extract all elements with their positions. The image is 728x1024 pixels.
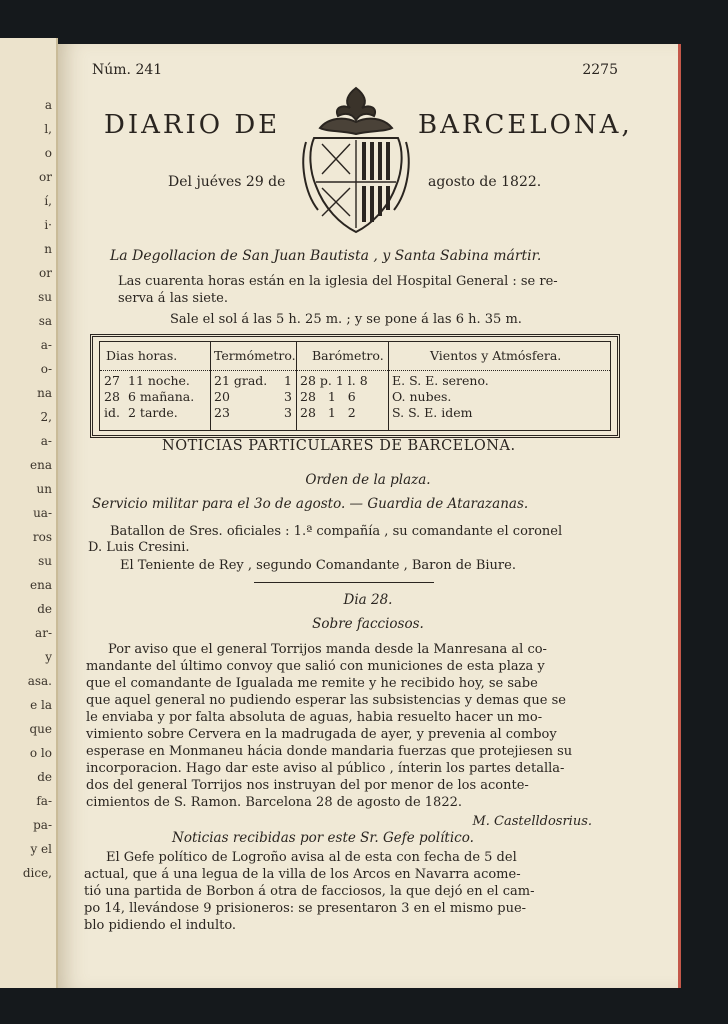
servicio-militar: Servicio militar para el 3o de agosto. — Guardia de Atarazanas. [92, 496, 529, 512]
date-left: Del juéves 29 de [168, 174, 286, 190]
saints-of-day: La Degollacion de San Juan Bautista , y Santa Sabina mártir. [110, 248, 542, 264]
masthead-title-left: DIARIO DE [104, 110, 281, 140]
facing-page-fragment: or [39, 266, 52, 280]
facing-page-fragment: un [36, 482, 52, 496]
sunrise-sunset: Sale el sol á las 5 h. 25 m. ; y se pone á las 6 h. 35 m. [170, 312, 522, 327]
row-day: 28 [104, 389, 120, 404]
batallon-line3: El Teniente de Rey , segundo Comandante , Baron de Biure. [120, 558, 516, 573]
date-right: agosto de 1822. [428, 174, 542, 190]
facing-page-fragment: su [38, 290, 52, 304]
header-winds: Vientos y Atmósfera. [430, 348, 562, 363]
barcelona-coat-of-arms-icon [298, 82, 414, 238]
facing-page-fragment: 2, [40, 410, 52, 424]
row-wind: E. S. E. sereno. [392, 373, 489, 388]
facing-page-fragment: asa. [27, 674, 52, 688]
facing-page-fragment: y [45, 650, 52, 664]
article-line: esperase en Monmaneu hácia donde mandaria fuerzas que protejiesen su [86, 744, 573, 759]
row-thermo-frac: 1 [284, 373, 292, 388]
facing-page-fragment: ros [32, 530, 52, 544]
orden-de-la-plaza: Orden de la plaza. [305, 472, 431, 488]
facing-page-fragment: de [37, 770, 52, 784]
sobre-facciosos: Sobre facciosos. [312, 616, 424, 632]
article-line: que aquel general no pudiendo esperar las subsistencias y demas que se [86, 693, 566, 708]
row-thermo-frac: 3 [284, 389, 292, 404]
header-thermometer: Termómetro. [214, 348, 296, 363]
signature: M. Castelldosrius. [472, 814, 592, 829]
newspaper-page [58, 44, 681, 988]
facing-page-fragment: na [37, 386, 52, 400]
facing-page-fragment: l, [44, 122, 52, 136]
facing-page-fragment: a- [40, 338, 52, 352]
row-hour: 11 noche. [128, 373, 190, 388]
facing-page-fragment: que [29, 722, 52, 736]
header-barometer: Barómetro. [312, 348, 384, 363]
article-line: le enviaba y por falta absoluta de aguas, habia resuelto hacer un mo- [86, 710, 543, 725]
facing-page-fragment: n [44, 242, 52, 256]
weather-table [90, 334, 620, 438]
row-thermo: 23 [214, 405, 230, 420]
facing-page-fragment: í, [44, 194, 52, 208]
issue-number: Núm. 241 [92, 62, 163, 78]
page-number: 2275 [582, 62, 618, 78]
facing-page-fragment: or [39, 170, 52, 184]
facing-page-fragment: sa [38, 314, 52, 328]
forty-hours-line1: Las cuarenta horas están en la iglesia del Hospital General : se re- [118, 274, 558, 289]
row-baro: 28 p. 1 l. 8 [300, 373, 368, 388]
header-days-hours: Dias horas. [106, 348, 178, 363]
row-baro: 28 1 2 [300, 405, 356, 420]
noticias-heading: Noticias recibidas por este Sr. Gefe político. [172, 830, 474, 846]
logrono-line: po 14, llevándose 9 prisioneros: se presentaron 3 en el mismo pue- [84, 901, 527, 916]
facing-page-fragment: o [44, 146, 52, 160]
row-wind: O. nubes. [392, 389, 452, 404]
dia-heading: Dia 28. [343, 592, 393, 608]
logrono-line: actual, que á una legua de la villa de los Arcos en Navarra acome- [84, 867, 521, 882]
facing-page [0, 38, 58, 988]
facing-page-fragment: pa- [33, 818, 52, 832]
article-line: cimientos de S. Ramon. Barcelona 28 de agosto de 1822. [86, 795, 462, 810]
row-thermo: 20 [214, 389, 230, 404]
row-hour: 6 mañana. [128, 389, 195, 404]
row-thermo: 21 grad. [214, 373, 268, 388]
logrono-line: El Gefe político de Logroño avisa al de esta con fecha de 5 del [106, 850, 517, 865]
article-line: dos del general Torrijos nos instruyan del por menor de los aconte- [86, 778, 529, 793]
article-line: mandante del último convoy que salió con municiones de esta plaza y [86, 659, 545, 674]
article-line: Por aviso que el general Torrijos manda desde la Manresana al co- [108, 642, 547, 657]
batallon-line2: D. Luis Cresini. [88, 540, 190, 555]
facing-page-fragment: o- [40, 362, 52, 376]
row-day: 27 [104, 373, 120, 388]
facing-page-fragment: ar- [35, 626, 52, 640]
row-day: id. [104, 405, 120, 420]
facing-page-fragment: ua- [33, 506, 52, 520]
article-line: que el comandante de Igualada me remite y he recibido hoy, se sabe [86, 676, 538, 691]
row-wind: S. S. E. idem [392, 405, 473, 420]
facing-page-fragment: de [37, 602, 52, 616]
facing-page-fragment: a [44, 98, 52, 112]
facing-page-fragment: y el [30, 842, 52, 856]
row-hour: 2 tarde. [128, 405, 178, 420]
facing-page-fragment: dice, [22, 866, 52, 880]
batallon-line1: Batallon de Sres. oficiales : 1.ª compañía , su comandante el coronel [110, 524, 563, 539]
section-heading: NOTICIAS PARTICULARES DE BARCELONA. [162, 438, 516, 454]
divider [254, 582, 434, 583]
facing-page-fragment: su [38, 554, 52, 568]
article-line: incorporacion. Hago dar este aviso al público , ínterin los partes detalla- [86, 761, 565, 776]
facing-page-fragment: i· [44, 218, 52, 232]
facing-page-fragment: fa- [36, 794, 52, 808]
forty-hours-line2: serva á las siete. [118, 291, 228, 306]
facing-page-fragment: ena [30, 458, 52, 472]
facing-page-fragment: a- [40, 434, 52, 448]
facing-page-fragment: ena [30, 578, 52, 592]
logrono-line: tió una partida de Borbon á otra de facciosos, la que dejó en el cam- [84, 884, 535, 899]
masthead-title-right: BARCELONA, [418, 110, 633, 140]
facing-page-fragment: o lo [29, 746, 52, 760]
row-thermo-frac: 3 [284, 405, 292, 420]
row-baro: 28 1 6 [300, 389, 356, 404]
article-line: vimiento sobre Cervera en la madrugada de ayer, y prevenia al comboy [86, 727, 557, 742]
logrono-line: blo pidiendo el indulto. [84, 918, 237, 933]
facing-page-fragment: e la [30, 698, 52, 712]
